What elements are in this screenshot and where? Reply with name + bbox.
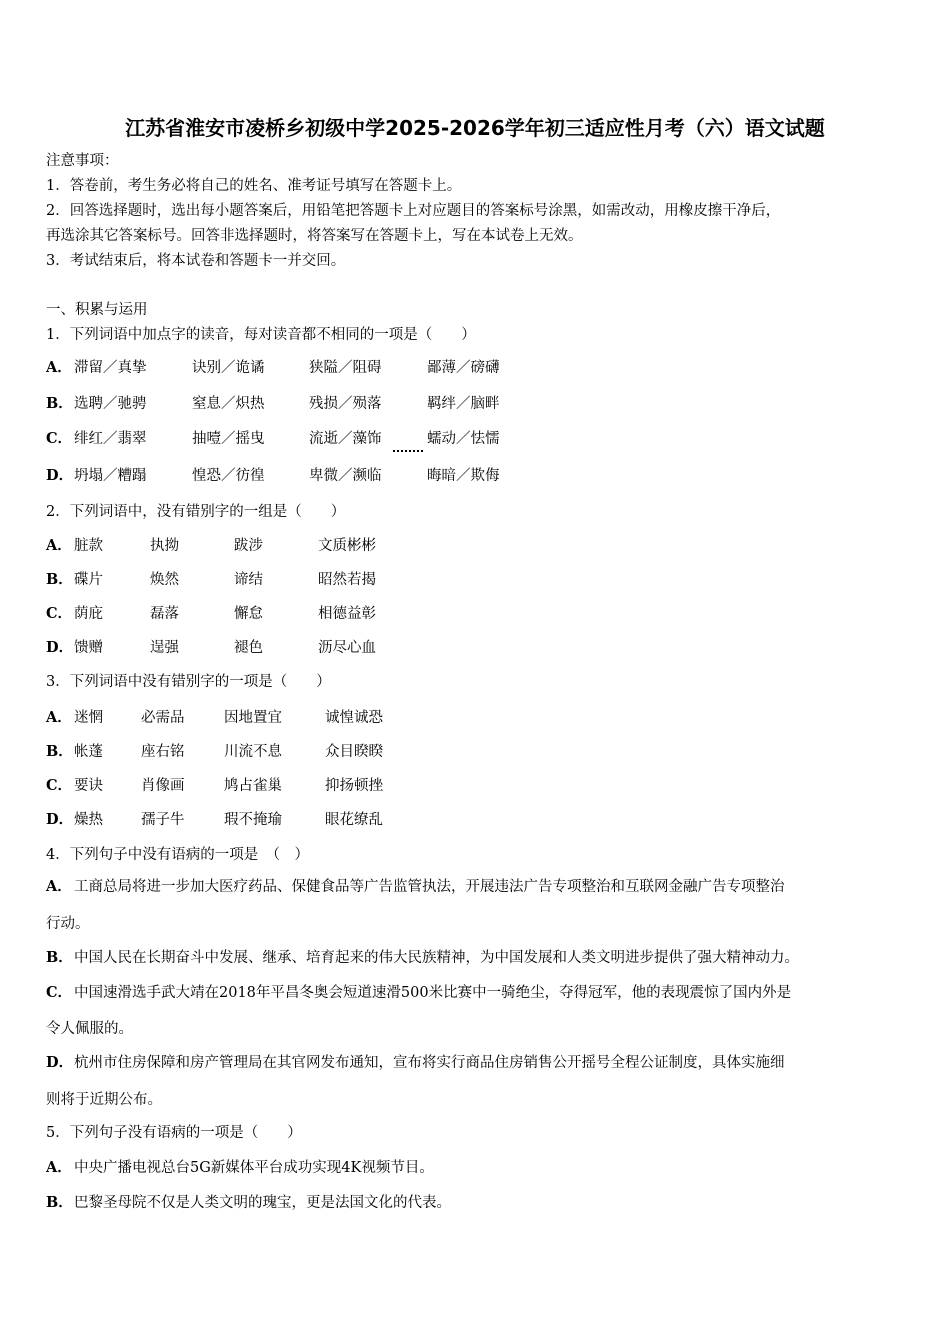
question-stem: 5．下列句子没有语病的一项是（ ）	[46, 1125, 302, 1141]
option-cell: 诚惶诚恐	[325, 710, 383, 726]
option-cell: 磊落	[150, 606, 179, 622]
option-cell: 脏款	[74, 538, 103, 554]
option-text: 巴黎圣母院不仅是人类文明的瑰宝，更是法国文化的代表。	[74, 1195, 451, 1211]
option-text: 中国人民在长期奋斗中发展、继承、培育起来的伟大民族精神，为中国发展和人类文明进步提供了强大精神动力。	[74, 950, 799, 966]
option-cell: 绯红／翡翠	[74, 431, 147, 447]
option-text: 杭州市住房保障和房产管理局在其官网发布通知，宣布将实行商品住房销售公开摇号全程公证制度，具体实施细	[74, 1055, 785, 1071]
option-cell: 川流不息	[224, 744, 282, 760]
option-label: A．	[46, 709, 72, 726]
option-cell: 荫庇	[74, 606, 103, 622]
option-text: 中国速滑选手武大靖在2018年平昌冬奥会短道速滑500米比赛中一骑绝尘，夺得冠军，他的表现震惊了国内外是	[74, 985, 792, 1001]
option-cell: 选聘／驰骋	[74, 396, 147, 412]
option-label: B．	[46, 743, 73, 760]
option-cell: 昭然若揭	[318, 572, 376, 588]
option-cell: 因地置宜	[224, 710, 282, 726]
option-cell: 坍塌／糟蹋	[74, 468, 147, 484]
option-cell: 焕然	[150, 572, 179, 588]
section-heading: 一、积累与运用	[46, 302, 148, 318]
option-cell: 鄙薄／磅礴	[427, 360, 500, 376]
notice-item: 再选涂其它答案标号。回答非选择题时，将答案写在答题卡上，写在本试卷上无效。	[46, 228, 583, 244]
option-cell: 抽噎／摇曳	[192, 431, 265, 447]
notice-heading: 注意事项：	[46, 153, 119, 169]
notice-item: 3．考试结束后，将本试卷和答题卡一并交回。	[46, 253, 346, 269]
option-cell: 逞强	[150, 640, 179, 656]
option-cell: 抑扬顿挫	[325, 778, 383, 794]
option-text: 令人佩服的。	[46, 1021, 133, 1037]
option-cell: 碟片	[74, 572, 103, 588]
option-label: C．	[46, 777, 73, 794]
option-label: D．	[46, 467, 74, 484]
option-cell: 肖像画	[141, 778, 185, 794]
option-label: A．	[46, 359, 72, 376]
option-label: D．	[46, 811, 74, 828]
option-label: B．	[46, 395, 73, 412]
option-label: C．	[46, 984, 73, 1001]
option-text: 则将于近期公布。	[46, 1092, 162, 1108]
option-label: A．	[46, 1159, 72, 1176]
option-text: 工商总局将进一步加大医疗药品、保健食品等广告监管执法，开展违法广告专项整治和互联网金融广告专项整治	[74, 879, 785, 895]
option-cell: 帐蓬	[74, 744, 103, 760]
option-cell: 必需品	[141, 710, 185, 726]
option-cell: 众目睽睽	[325, 744, 383, 760]
option-cell: 惶恐／彷徨	[192, 468, 265, 484]
option-cell: 跋涉	[234, 538, 263, 554]
option-cell: 孺子牛	[141, 812, 185, 828]
option-cell: 馈赠	[74, 640, 103, 656]
option-cell: 眼花缭乱	[325, 812, 383, 828]
option-cell: 滞留／真挚	[74, 360, 147, 376]
question-stem: 2．下列词语中，没有错别字的一组是（ ）	[46, 504, 346, 520]
question-stem: 1．下列词语中加点字的读音，每对读音都不相同的一项是（ ）	[46, 327, 476, 343]
page-title: 江苏省淮安市凌桥乡初级中学2025-2026学年初三适应性月考（六）语文试题	[125, 116, 825, 140]
notice-item: 1．答卷前，考生务必将自己的姓名、准考证号填写在答题卡上。	[46, 178, 462, 194]
emphasis-dots	[393, 450, 423, 452]
option-cell: 懈怠	[234, 606, 263, 622]
option-cell: 瑕不掩瑜	[224, 812, 282, 828]
question-stem: 4．下列句子中没有语病的一项是 （ ）	[46, 847, 309, 863]
option-label: B．	[46, 571, 73, 588]
option-label: C．	[46, 430, 73, 447]
option-cell: 残损／殒落	[309, 396, 382, 412]
question-stem: 3．下列词语中没有错别字的一项是（ ）	[46, 674, 331, 690]
option-cell: 羁绊／脑畔	[427, 396, 500, 412]
option-text: 行动。	[46, 916, 90, 932]
option-cell: 蠕动／怯懦	[427, 431, 500, 447]
option-cell: 晦暗／欺侮	[427, 468, 500, 484]
option-label: A．	[46, 878, 72, 895]
option-cell: 谛结	[234, 572, 263, 588]
option-cell: 文质彬彬	[318, 538, 376, 554]
option-cell: 要诀	[74, 778, 103, 794]
option-label: A．	[46, 537, 72, 554]
option-label: B．	[46, 949, 73, 966]
notice-item: 2．回答选择题时，选出每小题答案后，用铅笔把答题卡上对应题目的答案标号涂黑，如需改动，用橡皮擦干净后，	[46, 203, 781, 219]
option-cell: 卑微／濒临	[309, 468, 382, 484]
option-cell: 沥尽心血	[318, 640, 376, 656]
option-cell: 流逝／藻饰	[309, 431, 382, 447]
option-cell: 狭隘／阻碍	[309, 360, 382, 376]
option-cell: 诀别／诡谲	[192, 360, 265, 376]
option-cell: 鸠占雀巢	[224, 778, 282, 794]
option-cell: 座右铭	[141, 744, 185, 760]
option-cell: 褪色	[234, 640, 263, 656]
option-label: D．	[46, 639, 74, 656]
option-cell: 相德益彰	[318, 606, 376, 622]
option-text: 中央广播电视总台5G新媒体平台成功实现4K视频节目。	[74, 1160, 434, 1176]
option-cell: 迷惘	[74, 710, 103, 726]
option-cell: 执拗	[150, 538, 179, 554]
option-label: B．	[46, 1194, 73, 1211]
option-label: C．	[46, 605, 73, 622]
option-cell: 燥热	[74, 812, 103, 828]
option-label: D．	[46, 1054, 74, 1071]
option-cell: 窒息／炽热	[192, 396, 265, 412]
